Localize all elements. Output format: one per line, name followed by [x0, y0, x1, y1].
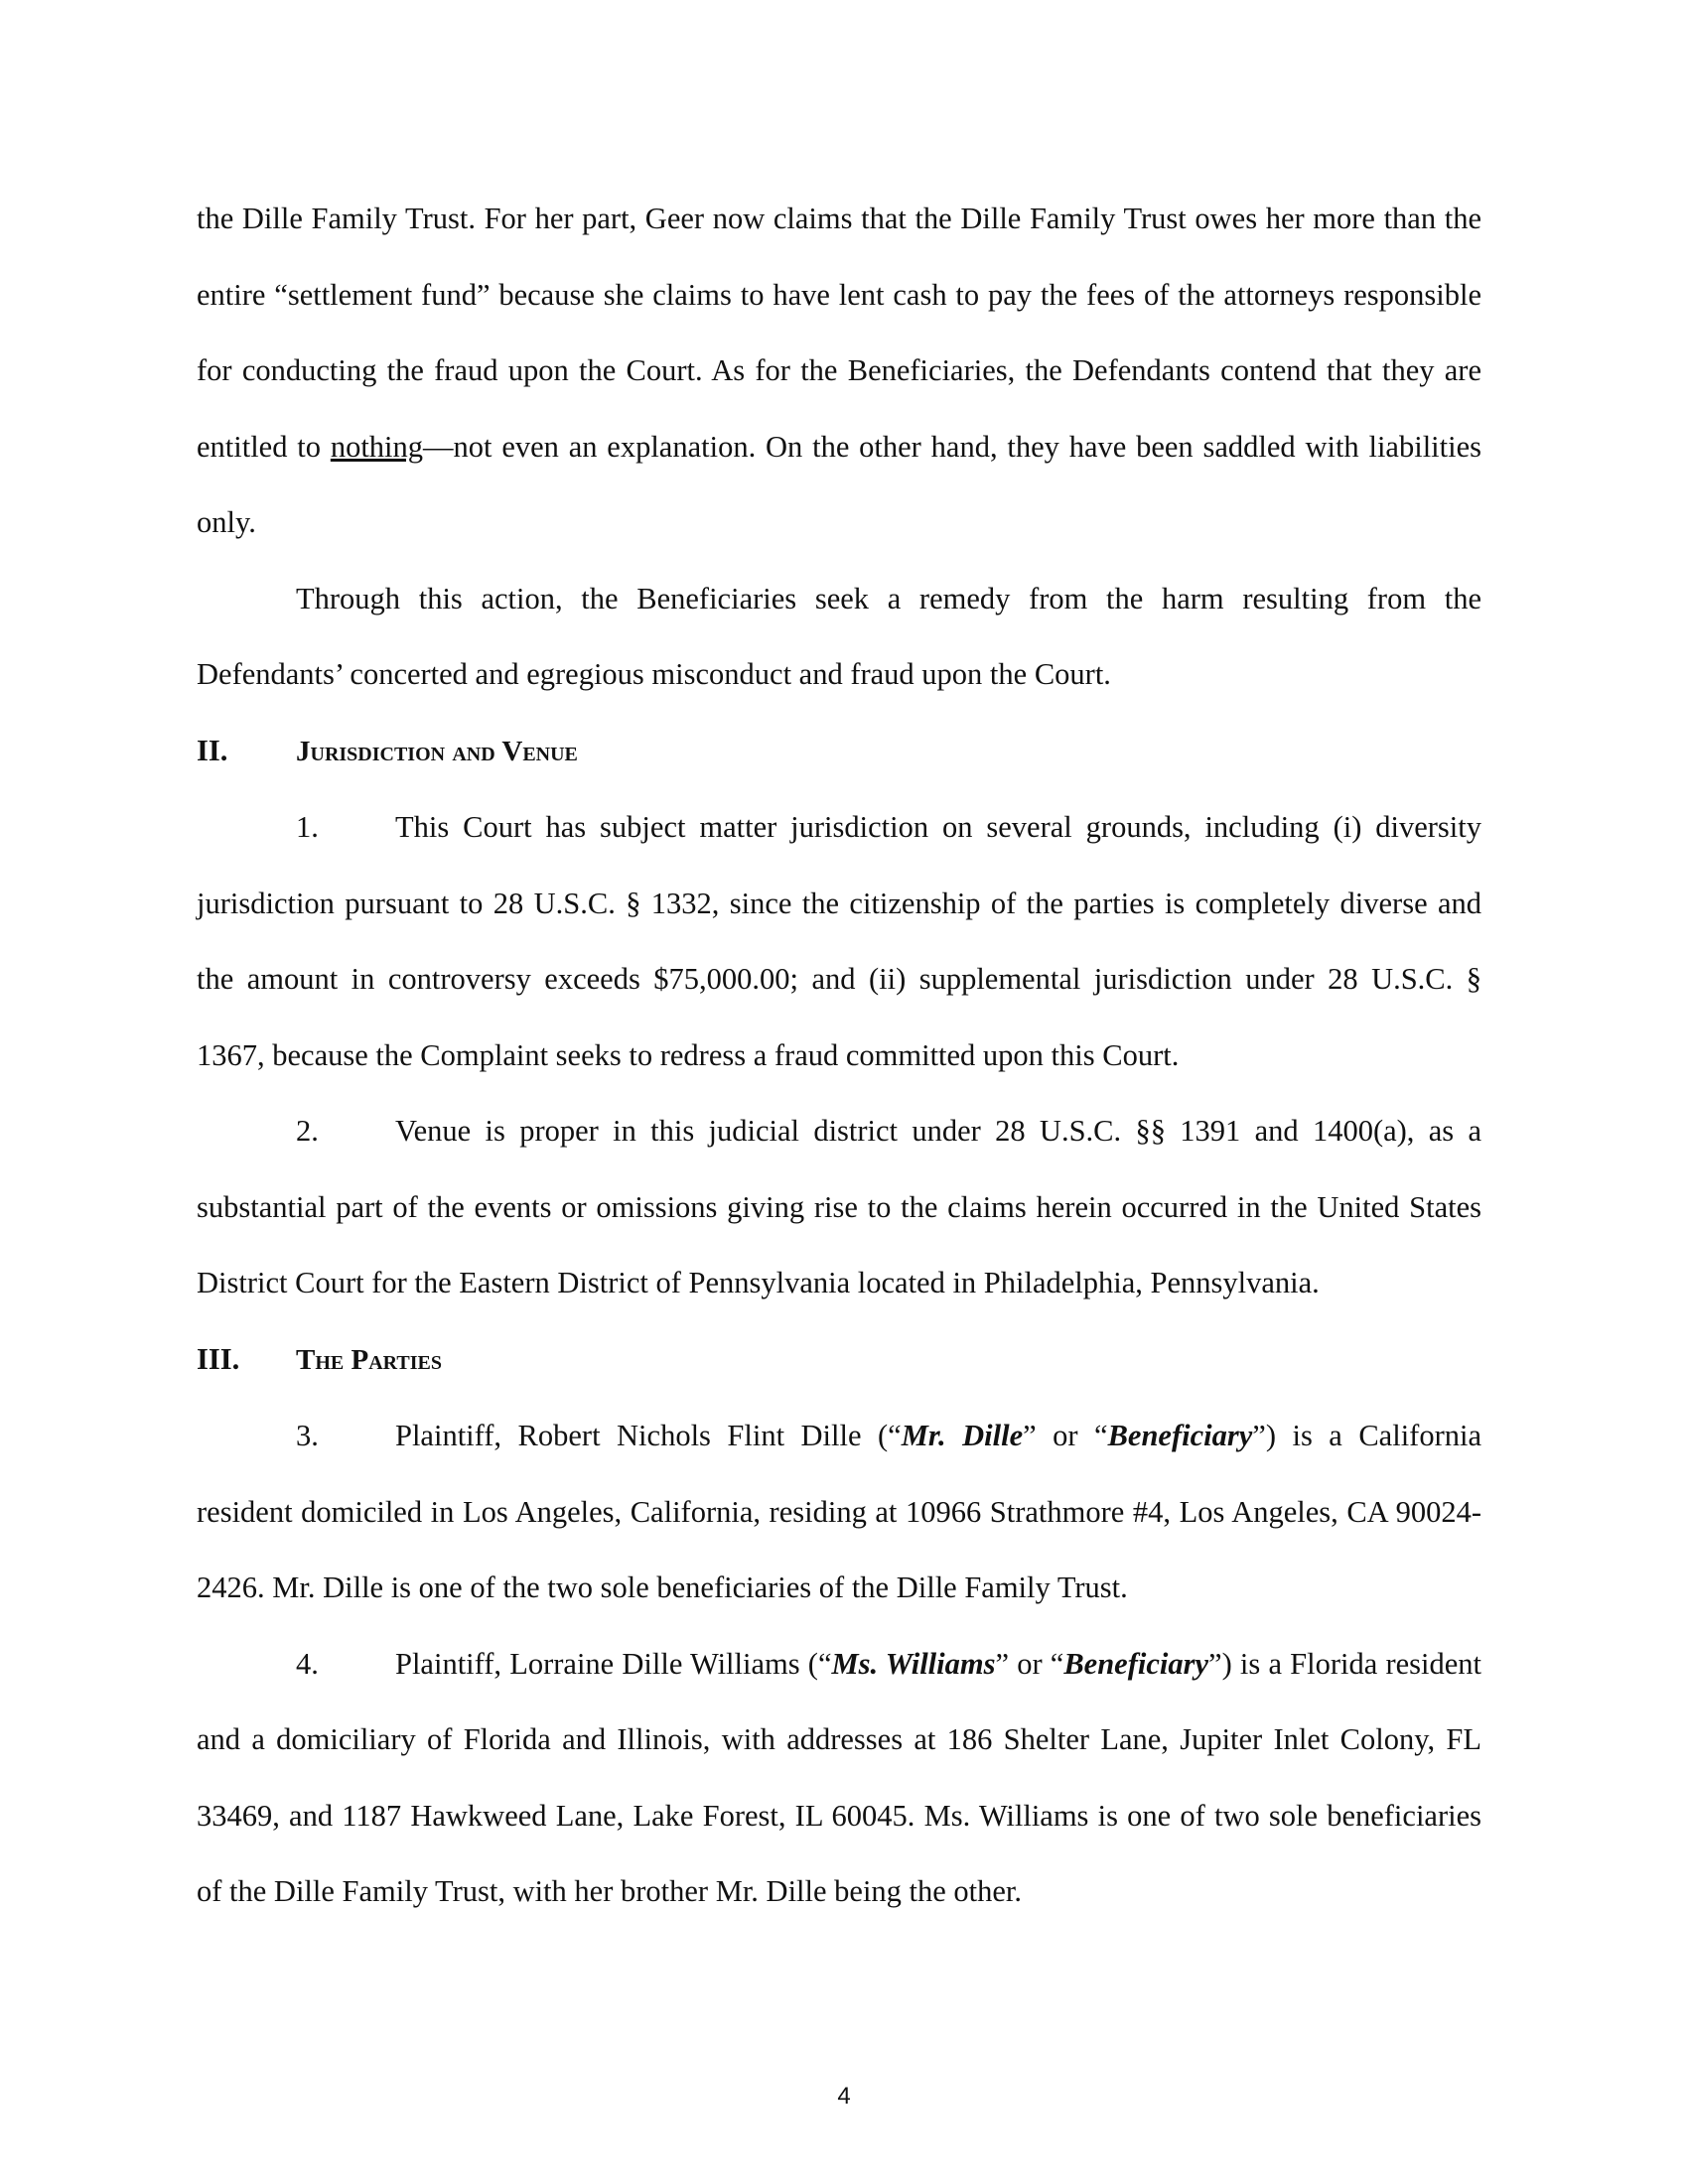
section-number: III. [197, 1341, 240, 1376]
section-title: Jurisdiction and Venue [296, 735, 578, 767]
intro-text-part2: —not even an explanation. On the other hand, they have been saddled with liabilities only. [197, 429, 1481, 539]
defined-term: Beneficiary [1063, 1646, 1209, 1681]
numbered-paragraph-2 [197, 1093, 1481, 1321]
paragraph-through-this-action: Through this action, the Beneficiaries seek a remedy from the harm resulting from the Defendants’ concerted and egregious misconduct and fraud upon the Court. [197, 581, 1481, 691]
defined-term: Beneficiary [1107, 1419, 1253, 1452]
page-number: 4 [837, 2083, 851, 2110]
paragraph-text: ” or “ [995, 1646, 1064, 1681]
section-title: The Parties [296, 1343, 442, 1376]
section-heading-jurisdiction [197, 713, 1481, 790]
numbered-paragraph-1 [197, 789, 1481, 1093]
section-number: II. [197, 733, 228, 767]
body-text [197, 181, 1481, 1930]
paragraph-text: Venue is proper in this judicial district under 28 U.S.C. §§ 1391 and 1400(a), as a substantial part of the events or omissions giving rise to the claims herein occurred in the United States District Court for the Eastern District of Pennsylvania located in Philadelphia, Pennsylvania. [197, 1114, 1481, 1299]
paragraph-text: ”) is a California resident domiciled in Los Angeles, California, residing at 10966 Strathmore #4, Los Angeles, CA 90024-2426. Mr. Dille is one of the two sole beneficiaries of the Dille Family Trust. [197, 1419, 1481, 1604]
paragraph-text: ”) is a Florida resident and a domiciliary of Florida and Illinois, with addresses at 186 Shelter Lane, Jupiter Inlet Colony, FL 33469, and 1187 Hawkweed Lane, Lake Forest, IL 60045. Ms. Williams is one of two sole beneficiaries of the Dille Family Trust, with her brother Mr. Dille being the other. [197, 1646, 1482, 1908]
paragraph-text: Plaintiff, Lorraine Dille Williams (“ [395, 1646, 832, 1681]
paragraph-number: 2. [296, 1114, 319, 1148]
defined-term: Ms. Williams [831, 1646, 996, 1681]
intro-text-part1: the Dille Family Trust. For her part, Geer now claims that the Dille Family Trust owes her more than the entire “settlement fund” because she claims to have lent cash to pay the fees of the attorneys responsible for conducting the fraud upon the Court. As for the Beneficiaries, the Defendants contend that they are entitled to [197, 202, 1481, 464]
numbered-paragraph-4 [197, 1626, 1481, 1930]
paragraph-text: This Court has subject matter jurisdiction on several grounds, including (i) diversity jurisdiction pursuant to 28 U.S.C. § 1332, since the citizenship of the parties is completely diverse and the amount in controversy exceeds $75,000.00; and (ii) supplemental jurisdiction under 28 U.S.C. § 1367, because the Complaint seeks to redress a fraud committed upon this Court. [197, 810, 1481, 1072]
defined-term: Mr. Dille [901, 1419, 1024, 1452]
paragraph-number: 4. [296, 1646, 319, 1681]
paragraph-text: ” or “ [1023, 1419, 1108, 1452]
paragraph-text: Plaintiff, Robert Nichols Flint Dille (“ [395, 1419, 902, 1452]
numbered-paragraph-3 [197, 1398, 1481, 1626]
underlined-word: nothing [330, 429, 424, 464]
paragraph-intro-continued [197, 181, 1481, 561]
section-heading-parties [197, 1321, 1481, 1399]
paragraph-number: 1. [296, 810, 319, 844]
paragraph-number: 3. [296, 1419, 319, 1452]
